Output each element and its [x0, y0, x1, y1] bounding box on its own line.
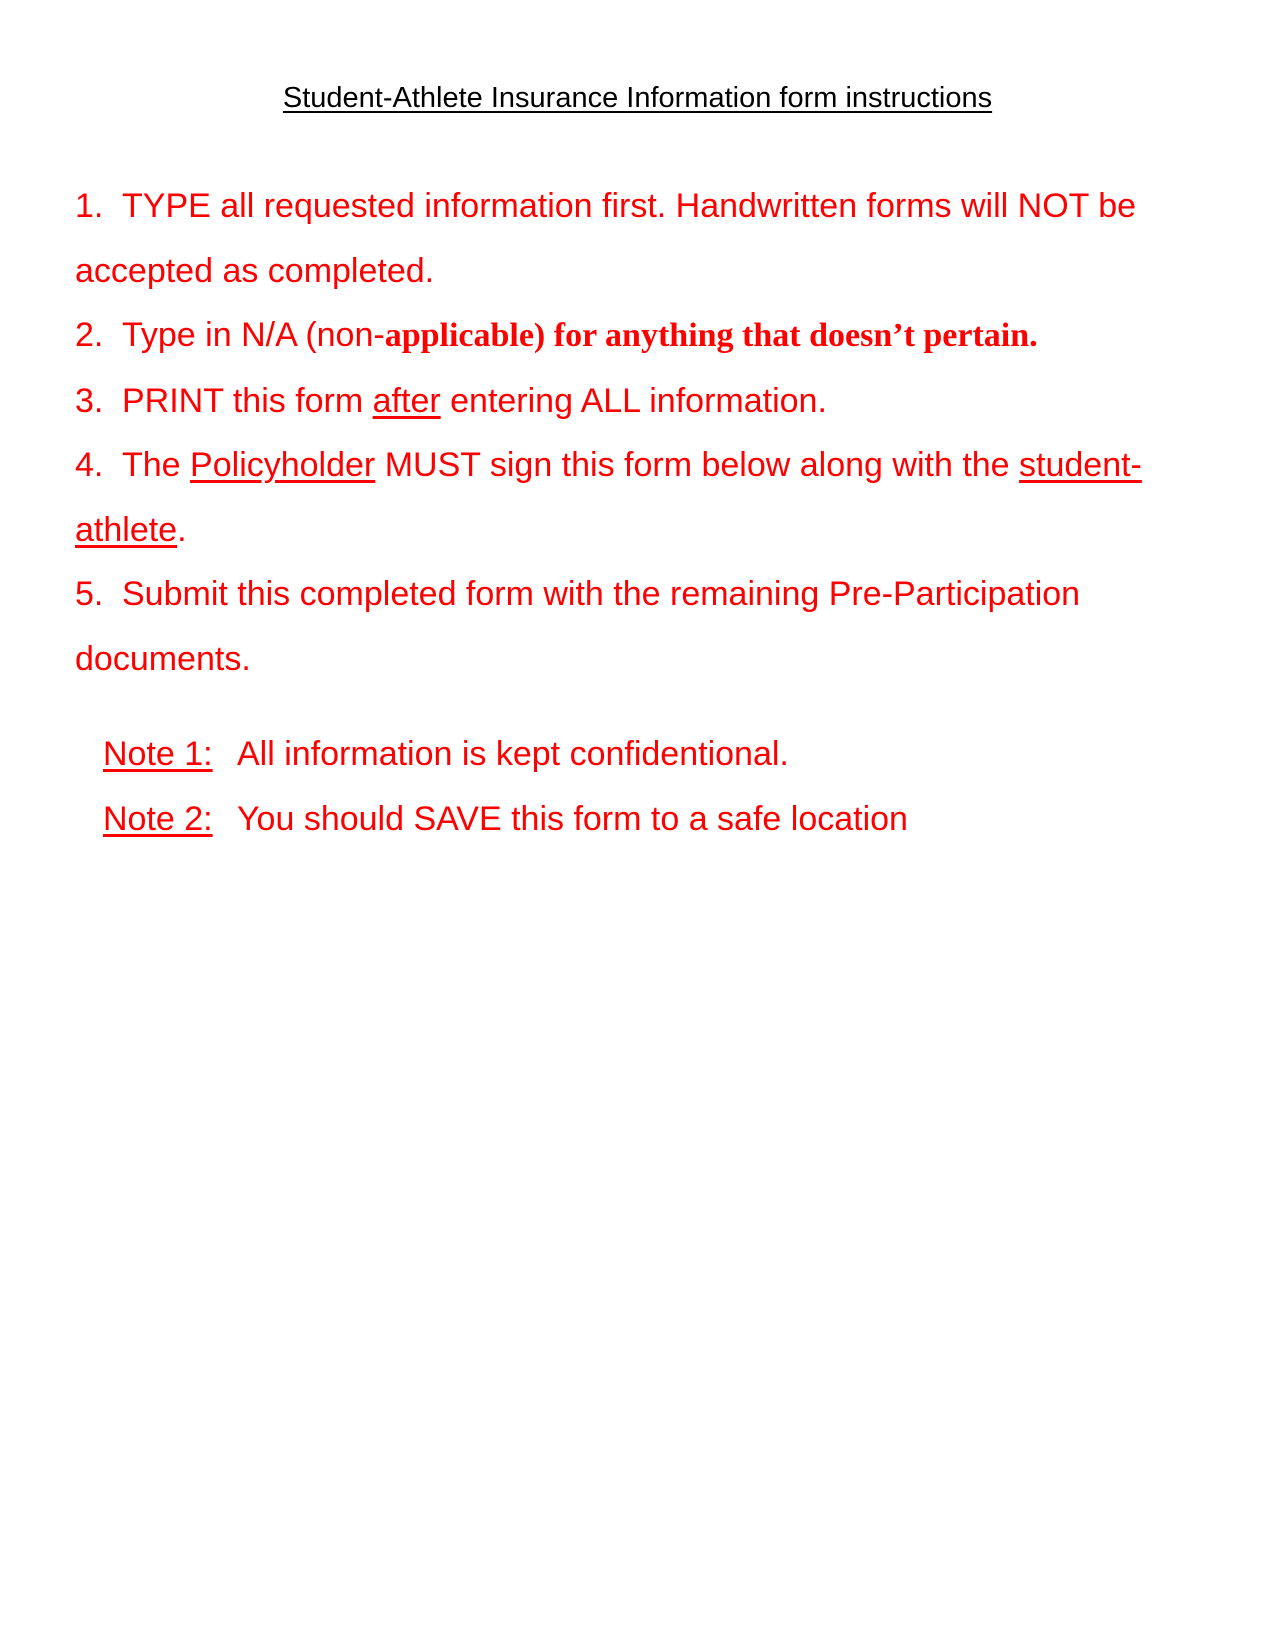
instruction-emphasis-policyholder: Policyholder: [190, 446, 376, 484]
page-title-text: Student-Athlete Insurance Information form instructions: [282, 82, 993, 114]
note-2: [103, 787, 1203, 852]
note-text: All information is kept confidentional.: [237, 735, 789, 773]
instruction-text: Submit this completed form with the remaining Pre-Participation documents.: [75, 575, 1081, 678]
instruction-text: PRINT this form: [122, 381, 373, 420]
page-title: [0, 78, 1275, 118]
instructions-list: [75, 174, 1215, 691]
instruction-text: Type in N/A (non-: [122, 316, 385, 354]
note-label: Note 1:: [103, 735, 213, 773]
instruction-number: 1.: [75, 187, 104, 225]
note-label: Note 2:: [103, 799, 213, 838]
instruction-item-3: [75, 369, 1215, 434]
instruction-text: The: [122, 446, 191, 484]
instruction-emphasis-student-athlete: student-athlete: [75, 446, 1142, 549]
instruction-number: 2.: [75, 316, 104, 354]
instruction-text: .: [177, 510, 187, 549]
note-text: You should SAVE this form to a safe location: [237, 799, 908, 838]
instruction-text: MUST sign this form below along with the: [375, 446, 1020, 484]
instruction-text-bold: applicable) for anything that doesn’t pertain.: [384, 317, 1038, 354]
instruction-number: 3.: [75, 381, 104, 420]
instruction-item-1: [75, 174, 1215, 303]
instruction-number: 5.: [75, 575, 104, 613]
instruction-text: TYPE all requested information first. Handwritten forms will NOT be accepted as completed.: [75, 187, 1137, 290]
note-1: [103, 722, 1203, 787]
instruction-item-2: [75, 303, 1215, 369]
instruction-emphasis-after: after: [372, 381, 441, 420]
instruction-number: 4.: [75, 446, 104, 484]
instruction-item-4: [75, 433, 1215, 562]
instruction-text: entering ALL information.: [440, 381, 827, 420]
notes-section: [103, 722, 1203, 851]
instruction-item-5: [75, 562, 1215, 691]
